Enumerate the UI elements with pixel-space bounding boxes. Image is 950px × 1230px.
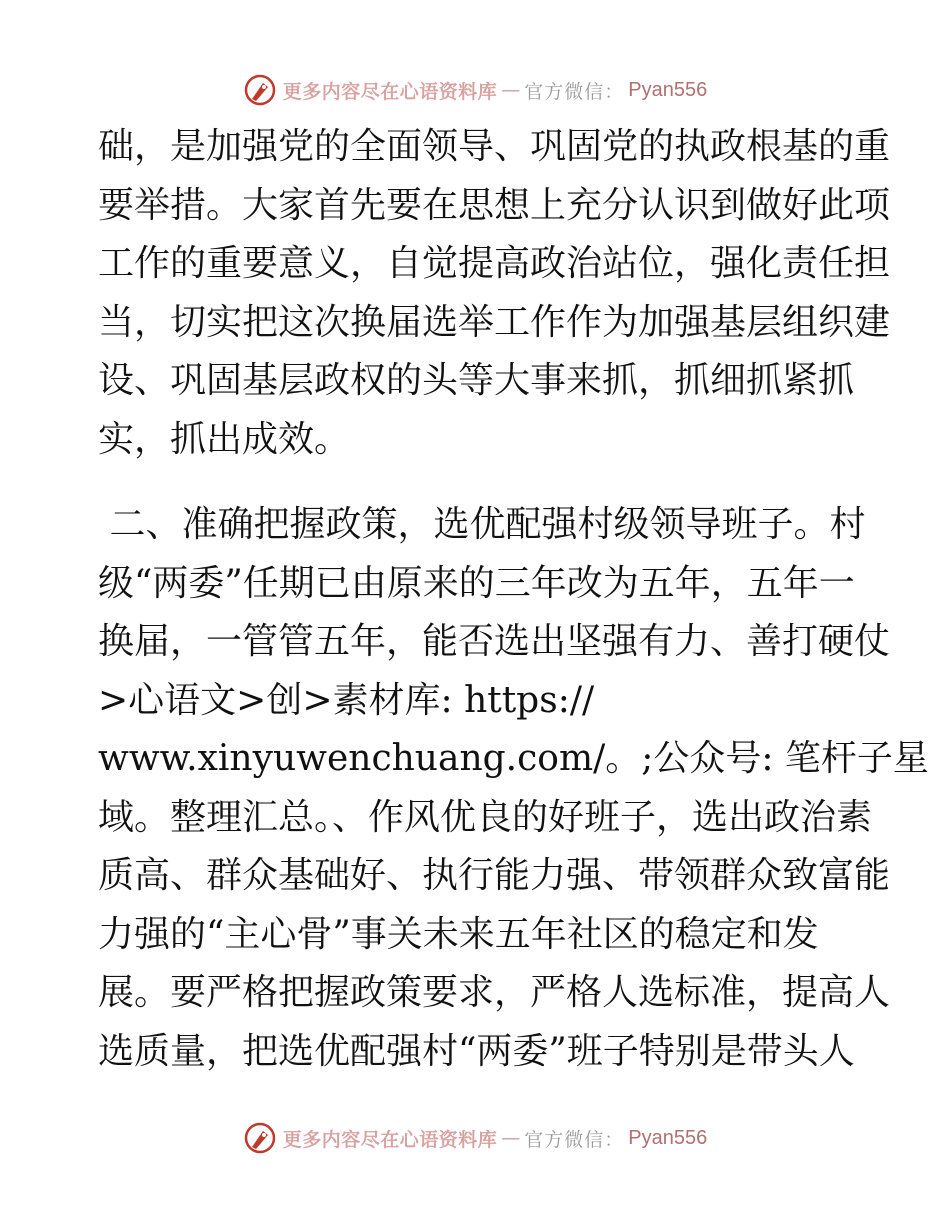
paragraph2-line: >心语文>创>素材库: https://	[98, 679, 595, 721]
site-name-text: 更多内容尽在心语资料库	[282, 1128, 498, 1151]
banner-separator: —	[501, 79, 521, 101]
footer-banner	[0, 1118, 950, 1158]
paragraph2-line: 二、准确把握政策，选优配强村级领导班子。村	[98, 504, 866, 545]
pen-nib-circle-icon	[243, 73, 277, 107]
paragraph2-line: 级“两委”任期已由原来的三年改为五年，五年一	[98, 562, 855, 604]
paragraph1-line: 实，抓出成效。	[98, 418, 351, 460]
paragraph1-line: 当，切实把这次换届选举工作作为加强基层组织建	[98, 301, 891, 343]
paragraph2-line: www.xinyuwenchuang.com/。;公众号: 笔杆子星	[98, 738, 929, 779]
paragraph1-line: 工作的重要意义，自觉提高政治站位，强化责任担	[98, 243, 891, 284]
paragraph2-line: 选质量，把选优配强村“两委”班子特别是带头人	[98, 1030, 855, 1072]
paragraph2-line: 质高、群众基础好、执行能力强、带领群众致富能	[98, 855, 891, 896]
header-banner	[0, 70, 950, 110]
paragraph1-line: 设、巩固基层政权的头等大事来抓，抓细抓紧抓	[98, 360, 855, 401]
paragraph2-line: 域。整理汇总。、作风优良的好班子，选出政治素	[98, 796, 873, 838]
wechat-id: Pyan556	[628, 1126, 708, 1149]
wechat-label: 官方微信：	[524, 80, 625, 103]
pen-nib-circle-icon	[243, 1121, 277, 1155]
paragraph2-line: 力强的“主心骨”事关未来五年社区的稳定和发	[98, 913, 819, 955]
site-name-text: 更多内容尽在心语资料库	[282, 80, 498, 103]
banner-separator: —	[501, 1127, 521, 1149]
paragraph2-line: 展。要严格把握政策要求，严格人选标准，提高人	[98, 972, 891, 1013]
paragraph1-line: 要举措。大家首先要在思想上充分认识到做好此项	[98, 184, 891, 226]
paragraph1-line: 础，是加强党的全面领导、巩固党的执政根基的重	[98, 126, 891, 167]
wechat-label: 官方微信：	[524, 1128, 625, 1151]
paragraph2-line: 换届，一管管五年，能否选出坚强有力、善打硬仗	[98, 621, 891, 662]
wechat-id: Pyan556	[628, 78, 708, 101]
paragraph-gap	[98, 469, 858, 496]
document-body	[98, 118, 929, 1081]
